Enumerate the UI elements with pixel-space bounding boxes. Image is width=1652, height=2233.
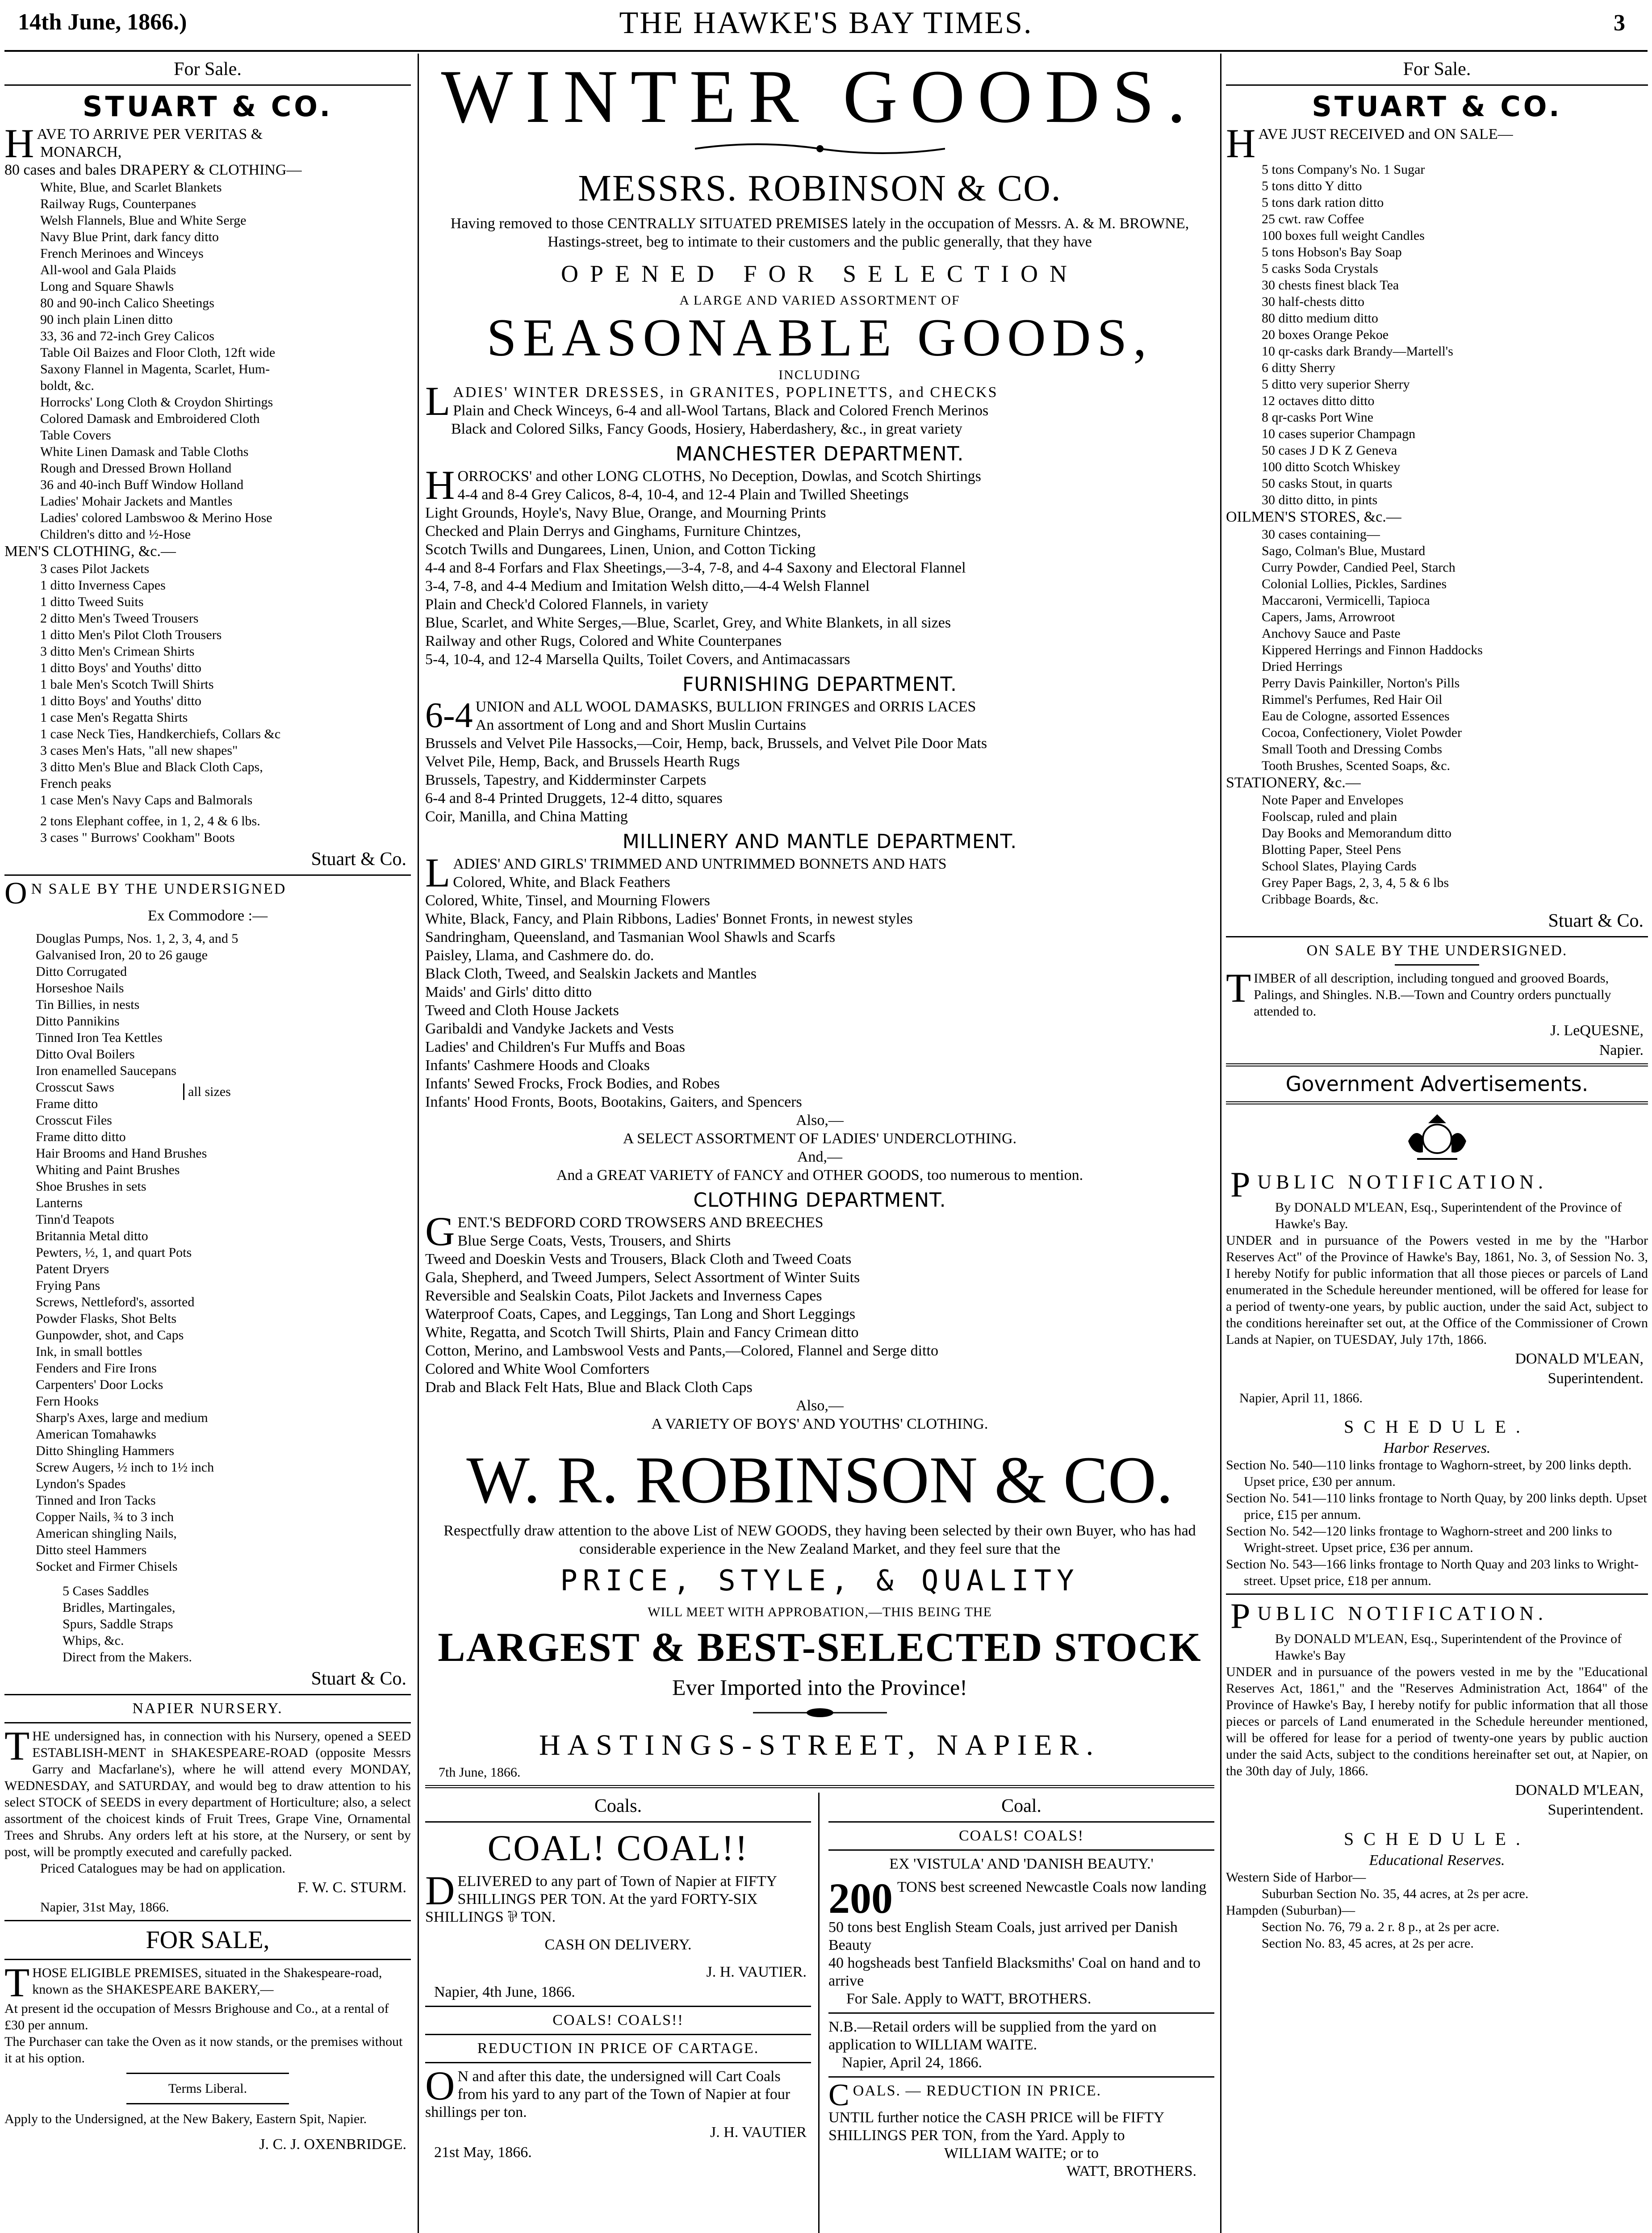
drapery-item: All-wool and Gala Plaids [40, 263, 176, 277]
oilmen-item: 30 cases containing— [1262, 527, 1380, 542]
hardware-item: Gunpowder, shot, and Caps [36, 1328, 184, 1342]
right-stuart-sig: Stuart & Co. [1548, 911, 1644, 931]
manchester-item: Plain and Check'd Colored Flannels, in variety [425, 596, 709, 613]
ladies-section: L ADIES' WINTER DRESSES, in GRANITES, POPLINETTS, and CHECKS Plain and Check Winceys, 6-4 and all-Wool Tartans, Black and Colored French Merinos Black and Colored Silks, Fancy Goods, Hosiery, Haberdashery, &c., in great variety [425, 378, 998, 437]
stationery-item: Cribbage Boards, &c. [1262, 892, 1379, 907]
left-column [4, 56, 411, 2233]
clothing-item: Drab and Black Felt Hats, Blue and Black Cloth Caps [425, 1379, 753, 1396]
stuart-signature: Stuart & Co. [311, 849, 406, 870]
manchester-item: Checked and Plain Derrys and Ginghams, Furniture Chintzes, [425, 523, 801, 539]
stationery-heading: STATIONERY, &c.— [1226, 774, 1361, 791]
on-sale-heading: O N SALE BY THE UNDERSIGNED [4, 876, 287, 911]
manchester-item: ORROCKS' and other LONG CLOTHS, No Deception, Dowlas, and Scotch Shirtings [457, 468, 981, 485]
and-1: And,— [797, 1149, 843, 1165]
mens-item: French peaks [40, 776, 112, 791]
millinery-item: Infants' Sewed Frocks, Frock Bodies, and Robes [425, 1075, 720, 1092]
oilmen-item: Capers, Jams, Arrowroot [1262, 610, 1395, 624]
millinery-heading: MILLINERY AND MANTLE DEPARTMENT. [622, 830, 1017, 853]
notification-1-text: UNDER and in pursuance of the Powers vested in me by the "Harbor Reserves Act" of the Province of Hawke's Bay, 1861, No. 3, of Session No. 3, I hereby Notify for public information that all those pieces or parcels of Land enumerated in the Schedule hereunder mentioned, will be offered for lease for a period of twenty-one years, by public auction, under the said Act, subject to the conditions hereinafter set out, at the Office of the Commissioner of Crown Lands at Napier, on TUESDAY, July 17th, 1866. [1226, 1233, 1648, 1347]
hardware-item: Ditto Corrugated [36, 964, 127, 979]
hardware-item: Douglas Pumps, Nos. 1, 2, 3, 4, and 5 [36, 931, 238, 946]
drapery-item: 36 and 40-inch Buff Window Holland [40, 477, 244, 492]
ornament-rule-icon [753, 1706, 887, 1719]
hardware-item: Galvanised Iron, 20 to 26 gauge [36, 948, 208, 962]
mens-item: 3 ditto Men's Blue and Black Cloth Caps, [40, 760, 263, 774]
mens-clothing-list [4, 560, 411, 808]
drapery-item: Ladies' colored Lambswoo & Merino Hose [40, 510, 272, 525]
coffee-list [4, 813, 411, 846]
oilmen-heading: OILMEN'S STORES, &c.— [1226, 509, 1401, 525]
drapery-item: boldt, &c. [40, 378, 94, 393]
oilmen-item: Tooth Brushes, Scented Soaps, &c. [1262, 758, 1451, 773]
mens-item: 1 case Men's Regatta Shirts [40, 710, 188, 725]
millinery-item: Sandringham, Queensland, and Tasmanian Wool Shawls and Scarfs [425, 929, 836, 945]
royal-crest-icon [1404, 1110, 1471, 1163]
hardware-item: Patent Dryers [36, 1262, 109, 1276]
mens-heading: MEN'S CLOTHING, &c.— [4, 543, 176, 560]
gov-adverts-heading: Government Advertisements. [1285, 1072, 1589, 1096]
furnishing-item: 6-4 and 8-4 Printed Druggets, 12-4 ditto, squares [425, 790, 723, 807]
manchester-section: H ORROCKS' and other LONG CLOTHS, No Deception, Dowlas, and Scotch Shirtings 4-4 and 8-4 Grey Calicos, 8-4, 10-4, and 12-4 Plain and Twilled Sheetings Light Grounds, Hoyle's, Navy Blue, Orange, and Mourning Prints Checked and Plain Derrys and Ginghams, Furniture Chintzes, Scotch Twills and Dungarees, Linen, Union, and Cotton Ticking 4-4 and 8-4 Forfars and Flax Sheetings,—3-4, 7-8, and 4-4 Saxony and Electoral Flannel 3-4, 7-8, and 4-4 Medium and Imitation Welsh ditto,—4-4 Welsh Flannel Plain and Check'd Colored Flannels, in variety Blue, Scarlet, and White Serges,—Blue, Scarlet, Grey, and White Blankets, in all sizes Railway and other Rugs, Colored and White Counterpanes 5-4, 10-4, and 12-4 Marsella Quilts, Toilet Covers, and Antimacassars [425, 467, 1214, 669]
nursery-date: Napier, 31st May, 1866. [40, 1900, 169, 1915]
stationery-list [1226, 792, 1648, 907]
hardware-item: Tin Billies, in nests [36, 997, 140, 1012]
oilmen-item: Anchovy Sauce and Paste [1262, 626, 1401, 641]
oilmen-item: Kippered Herrings and Finnon Haddocks [1262, 643, 1483, 657]
saddle-item: Spurs, Saddle Straps [63, 1617, 173, 1631]
masthead-rule [4, 50, 1648, 52]
hardware-item: Ditto Oval Boilers [36, 1047, 135, 1062]
manchester-item: 5-4, 10-4, and 12-4 Marsella Quilts, Toilet Covers, and Antimacassars [425, 651, 850, 668]
oilmen-item: Rimmel's Perfumes, Red Hair Oil [1262, 692, 1443, 707]
nursery-signature: F. W. C. STURM. [297, 1879, 406, 1896]
drapery-item: White Linen Damask and Table Cloths [40, 444, 249, 459]
millinery-item: Ladies' and Children's Fur Muffs and Boas [425, 1039, 686, 1055]
clothing-item: Tweed and Doeskin Vests and Trousers, Black Cloth and Tweed Coats [425, 1251, 852, 1267]
millinery-item: Tweed and Cloth House Jackets [425, 1002, 619, 1019]
millinery-item: Colored, White, and Black Feathers [453, 874, 670, 891]
drapery-item: Railway Rugs, Counterpanes [40, 197, 197, 211]
nursery-text: THE undersigned has, in connection with his Nursery, opened a SEED ESTABLISH-MENT in SHAKESPEARE-ROAD (opposite Messrs Garry and Macfarlane's), where he will attend every MONDAY, WEDNESDAY, and SATURDAY, and would beg to draw attention to his select STOCK of SEEDS in every department of Horticulture; also, a select assortment of the choicest kinds of Fruit Trees, Grape Vine, Ornamental Trees and Shrubs. Any orders left at his store, at the Nursery, or sent by post, will be promptly executed and carefully packed. [4, 1723, 411, 1859]
stationery-item: Blotting Paper, Steel Pens [1262, 842, 1401, 857]
hampden-list [1226, 1919, 1648, 1952]
furnishing-item: Velvet Pile, Hemp, Back, and Brussels Hearth Rugs [425, 753, 740, 770]
drapery-item: Table Covers [40, 428, 111, 443]
manchester-item: 4-4 and 8-4 Forfars and Flax Sheetings,—3-4, 7-8, and 4-4 Saxony and Electoral Flannel [425, 560, 966, 576]
price-style-quality: PRICE, STYLE, & QUALITY [560, 1564, 1079, 1597]
nursery-priced: Priced Catalogues may be had on application. [40, 1861, 286, 1876]
notification-2-text: UNDER and in pursuance of the powers vested in me by the "Educational Reserves Act, 1861," and the "Reserves Administration Act, 1864" of the Province of Hawke's Bay, I hereby notify for public information that all those pieces or parcels of Land enumerated in the Schedule hereunder mentioned, will be offered for lease for a period of twenty-one years by public auction under the said Acts, subject to the conditions hereinafter set out, at Napier, on the 30th day of July, 1866. [1226, 1664, 1648, 1778]
drapery-item: Table Oil Baizes and Floor Cloth, 12ft wide [40, 345, 276, 360]
mens-item: 3 cases Men's Hats, "all new shapes" [40, 743, 238, 758]
grocery-item: 5 casks Soda Crystals [1262, 261, 1378, 276]
manchester-item: 3-4, 7-8, and 4-4 Medium and Imitation Welsh ditto,—4-4 Welsh Flannel [425, 578, 870, 594]
oilmen-item: Small Tooth and Dressing Combs [1262, 742, 1443, 757]
drapery-item: Navy Blue Print, dark fancy ditto [40, 230, 219, 244]
manchester-item: Blue, Scarlet, and White Serges,—Blue, Scarlet, Grey, and White Blankets, in all sizes [425, 615, 951, 631]
stationery-item: Foolscap, ruled and plain [1262, 809, 1397, 824]
grocery-item: 8 qr-casks Port Wine [1262, 410, 1374, 425]
hardware-item: Tinned Iron Tea Kettles [36, 1030, 163, 1045]
coal-adverts [425, 1793, 1214, 2233]
vautier-cartage: O N and after this date, the undersigned will Cart Coals from his yard to any part of the Town of Napier at four shillings per ton. [425, 2063, 790, 2120]
hardware-item: Frame ditto [36, 1096, 98, 1111]
hardware-list [4, 930, 411, 1575]
clothing-item: Colored and White Wool Comforters [425, 1361, 650, 1377]
hardware-item: Britannia Metal ditto [36, 1229, 148, 1243]
hardware-item: Lyndon's Spades [36, 1476, 126, 1491]
furnishing-item: Brussels, Tapestry, and Kidderminster Carpets [425, 772, 707, 788]
hampden-item: Section No. 83, 45 acres, at 2s per acre. [1262, 1936, 1474, 1951]
mens-item: 1 ditto Boys' and Youths' ditto [40, 661, 201, 675]
millinery-item: Garibaldi and Vandyke Jackets and Vests [425, 1020, 674, 1037]
manchester-heading: MANCHESTER DEPARTMENT. [675, 443, 964, 465]
stuart-firm-name: STUART & CO. [82, 90, 333, 123]
oilmen-item: Curry Powder, Candied Peel, Starch [1262, 560, 1455, 575]
millinery-item: Colored, White, Tinsel, and Mourning Flowers [425, 892, 710, 909]
hardware-item: Iron enamelled Saucepans [36, 1063, 176, 1078]
ex-commodore: Ex Commodore :— [147, 907, 268, 924]
for-sale-heading: For Sale. [174, 59, 242, 79]
oxenbridge-signature: J. C. J. OXENBRIDGE. [259, 2136, 406, 2153]
mens-item: 1 ditto Boys' and Youths' ditto [40, 694, 201, 708]
ornament-rule-icon [695, 140, 945, 158]
right-column: For Sale. STUART & CO. HAVE JUST RECEIVED and ON SALE— 5 tons Company's No. 1 Sugar 5 tons ditto Y ditto 5 tons dark ration ditto 25 cwt. raw Coffee 100 boxes full weight Candles 5 tons Hobson's Bay Soap 5 casks Soda Crystals 30 chests finest black Tea 30 half-chests ditto 80 ditto medium ditto 20 boxes Orange Pekoe 10 qr-casks dark Brandy—Martell's 6 ditty Sherry 5 ditto very superior Sherry 12 octaves ditto ditto 8 qr-casks Port Wine 10 cases superior Champagn 50 cases J D K Z Geneva 100 ditto Scotch Whiskey 50 casks Stout, in quarts 30 ditto ditto, in pints OILMEN'S STORES, &c.— 30 cases containing— Sago, Colman's Blue, Mustard Curry Powder, Candied Peel, Starch Colonial Lollies, Pickles, Sardines Maccaroni, Vermicelli, Tapioca Capers, Jams, Arrowroot Anchovy Sauce and Paste Kippered Herrings and Finnon Haddocks Dried Herrings Perry Davis Painkiller, Norton's Pills Rimmel's Perfumes, Red Hair Oil Eau de Cologne, assorted Essences Cocoa, Confectionery, Violet Powder Small Tooth and Dressing Combs Tooth Brushes, Scented Soaps, &c. STATIONERY, &c.— Note Paper and Envelopes Foolscap, ruled and plain Day Books and Memorandum ditto Blotting Paper, Steel Pens School Slates, Playing Cards Grey Paper Bags, 2, 3, 4, 5 & 6 lbs Cribbage Boards, &c. Stuart & Co. ON SALE BY THE UNDERSIGNED. TIMBER of all description, including tongued and grooved Boards, Palings, and Shingles. N.B.—Town and Country orders punctually attended to. J. LeQUESNE, Napier. Government Advertisements. PUBLIC NOTIFICATION. By DONALD M'LEAN, Esq., Superintendent of the Province of Hawke's Bay. UNDER and in pursuance of the Powers vested in me by the "Harbor Reserves Act" of the Province of Hawke's Bay, 1861, No. 3, of Session No. 3, I hereby Notify for public information that all those pieces or parcels of Land enumerated in the Schedule hereunder mentioned, will be offered for lease for a period of twenty-one years, by public auction, under the said Act, subject to the conditions hereinafter set out, at the Office of the Commissioner of Crown Lands at Napier, on TUESDAY, July 17th, 1866. DONALD M'LEAN, Superintendent. Napier, April 11, 1866. SCHEDULE. Harbor Reserves. Section No. 540—110 links frontage to Waghorn-street, by 200 links depth. Upset price, £30 per annum. Section No. 541—110 links frontage to North Quay, by 200 links depth. Upset price, £15 per annum. Section No. 542—120 links frontage to Waghorn-street and 200 links to Wright-street. Upset price, £36 per annum. Section No. 543—166 links frontage to North Quay and 203 links to Wright-street. Upset price, £18 per annum. PUBLIC NOTIFICATION. By DONALD M'LEAN, Esq., Superintendent of the Province of Hawke's Bay UNDER and in pursuance of the powers vested in me by the "Educational Reserves Act, 1861," and the "Reserves Administration Act, 1864" of the Province of Hawke's Bay, I hereby notify for public information that all those pieces or parcels of Land enumerated in the Schedule hereunder mentioned, will be offered for lease for a period of twenty-one years by public auction under the said Acts, subject to the conditions hereinafter set out, at Napier, on the 30th day of July, 1866. DONALD M'LEAN, Superintendent. SCHEDULE. Educational Reserves. Western Side of Harbor— Suburban Section No. 35, 44 acres, at 2s per acre. Hampden (Suburban)— Section No. 76, 79 a. 2 r. 8 p., at 2s per acre. Section No. 83, 45 acres, at 2s per acre. [1226, 59, 1648, 1951]
right-on-sale: ON SALE BY THE UNDERSIGNED. [1306, 942, 1568, 959]
stuart-signature-2: Stuart & Co. [311, 1668, 406, 1689]
clothing-item: Waterproof Coats, Capes, and Leggings, Tan Long and Short Leggings [425, 1306, 856, 1322]
nursery-heading: NAPIER NURSERY. [132, 1700, 283, 1717]
mens-item: 1 ditto Men's Pilot Cloth Trousers [40, 627, 222, 642]
public-notification-1: PUBLIC NOTIFICATION. [1230, 1165, 1548, 1204]
drapery-item: Children's ditto and ½-Hose [40, 527, 191, 542]
drapery-item: Ladies' Mohair Jackets and Mantles [40, 494, 233, 509]
hardware-item: Carpenters' Door Locks [36, 1377, 163, 1392]
hardware-item: all sizes Crosscut Saws [36, 1080, 231, 1099]
saddle-item: 5 Cases Saddles [63, 1584, 149, 1598]
bakery-apply: Apply to the Undersigned, at the New Bakery, Eastern Spit, Napier. [4, 2112, 367, 2126]
hardware-item: Tinn'd Teapots [36, 1212, 114, 1227]
saddles-list [4, 1583, 411, 1665]
clothing-item: White, Regatta, and Scotch Twill Shirts, Plain and Fancy Crimean ditto [425, 1324, 859, 1341]
hardware-item: Ditto Shingling Hammers [36, 1443, 174, 1458]
column-rule [418, 54, 419, 2233]
clothing-item: ENT.'S BEDFORD CORD TROWSERS AND BREECHES [457, 1214, 824, 1231]
millinery-item: Paisley, Llama, and Cashmere do. do. [425, 947, 654, 964]
hardware-item: Frame ditto ditto [36, 1129, 126, 1144]
stuart-intro: H AVE TO ARRIVE PER VERITAS & MONARCH, 80 cases and bales DRAPERY & CLOTHING— [4, 121, 302, 178]
hardware-item: Frying Pans [36, 1278, 100, 1293]
oilmen-item: Perry Davis Painkiller, Norton's Pills [1262, 676, 1460, 690]
opened-for-selection: OPENED FOR SELECTION [560, 260, 1079, 287]
vautier-delivery: DELIVERED to any part of Town of Napier at FIFTY SHILLINGS PER TON. At the yard FORTY-SIX SHILLINGS ⅌ TON. [425, 1868, 777, 1925]
oilmen-item: Eau de Cologne, assorted Essences [1262, 709, 1450, 723]
millinery-item: Infants' Cashmere Hoods and Cloaks [425, 1057, 650, 1074]
drapery-item: Horrocks' Long Cloth & Croydon Shirtings [40, 395, 273, 410]
millinery-item: Black Cloth, Tweed, and Sealskin Jackets and Mantles [425, 966, 757, 982]
saddle-item: Whips, &c. [63, 1633, 124, 1648]
mens-item: 1 case Men's Navy Caps and Balmorals [40, 793, 253, 807]
hampden-item: Section No. 76, 79 a. 2 r. 8 p., at 2s per acre. [1262, 1919, 1500, 1934]
grocery-item: 80 ditto medium ditto [1262, 311, 1378, 326]
oilmen-item: Dried Herrings [1262, 659, 1343, 674]
drapery-item: Welsh Flannels, Blue and White Serge [40, 213, 247, 228]
grocery-item: 100 boxes full weight Candles [1262, 228, 1425, 243]
grocery-item: 10 qr-casks dark Brandy—Martell's [1262, 344, 1453, 359]
hardware-item: Shoe Brushes in sets [36, 1179, 146, 1194]
clothing-item: Blue Serge Coats, Vests, Trousers, and Shirts [457, 1233, 731, 1249]
section-item: Section No. 541—110 links frontage to North Quay, by 200 links depth. Upset price, £15 per annum. [1226, 1491, 1647, 1522]
hardware-item: Screw Augers, ½ inch to 1½ inch [36, 1460, 214, 1475]
public-notification-2: PUBLIC NOTIFICATION. [1230, 1597, 1548, 1636]
issue-date: 14th June, 1866.) [18, 9, 187, 35]
drapery-item: White, Blue, and Scarlet Blankets [40, 180, 222, 195]
drapery-item: French Merinoes and Winceys [40, 246, 204, 261]
drapery-item: Colored Damask and Embroidered Cloth [40, 411, 260, 426]
clothing-item: Gala, Shepherd, and Tweed Jumpers, Select Assortment of Winter Suits [425, 1269, 860, 1286]
furnishing-item: An assortment of Long and and Short Muslin Curtains [475, 717, 807, 733]
furnishing-section: 6-4 UNION and ALL WOOL DAMASKS, BULLION FRINGES and ORRIS LACES An assortment of Long and and Short Muslin Curtains Brussels and Velvet Pile Hassocks,—Coir, Hemp, back, Brussels, and Velvet Pile Door Mats Velvet Pile, Hemp, Back, and Brussels Hearth Rugs Brussels, Tapestry, and Kidderminster Carpets 6-4 and 8-4 Printed Druggets, 12-4 ditto, squares Coir, Manilla, and China Matting [425, 698, 1214, 826]
harbor-sections [1226, 1457, 1648, 1589]
hardware-item: Sharp's Axes, large and medium [36, 1410, 208, 1425]
grocery-item: 20 boxes Orange Pekoe [1262, 327, 1389, 342]
ever-imported: Ever Imported into the Province! [672, 1675, 967, 1700]
winter-goods-title: WINTER GOODS. [441, 56, 1199, 138]
hardware-item: American shingling Nails, [36, 1526, 177, 1541]
seasonable-goods: SEASONABLE GOODS, [486, 308, 1153, 367]
intro-text: Having removed to those CENTRALLY SITUATED PREMISES lately in the occupation of Messrs. A. & M. BROWNE, Hastings-street, beg to intimate to their customers and the public generally, that they have [450, 215, 1189, 250]
hastings-street: HASTINGS-STREET, NAPIER. [539, 1729, 1101, 1761]
robinson-date: 7th June, 1866. [439, 1765, 521, 1780]
grocery-item: 25 cwt. raw Coffee [1262, 212, 1364, 226]
saddle-item: Bridles, Martingales, [63, 1600, 176, 1615]
hardware-item: American Tomahawks [36, 1427, 156, 1442]
grocery-item: 5 tons ditto Y ditto [1262, 179, 1362, 193]
furnishing-item: Coir, Manilla, and China Matting [425, 808, 628, 825]
grocery-item: 30 ditto ditto, in pints [1262, 493, 1378, 507]
millinery-item: Maids' and Girls' ditto ditto [425, 984, 592, 1000]
furnishing-item: Brussels and Velvet Pile Hassocks,—Coir, Hemp, back, Brussels, and Velvet Pile Door Mats [425, 735, 987, 752]
terms: Terms Liberal. [168, 2081, 247, 2096]
grocery-item: 5 tons dark ration ditto [1262, 195, 1384, 210]
robinson-firm: MESSRS. ROBINSON & CO. [578, 167, 1062, 209]
hardware-item: Crosscut Files [36, 1113, 112, 1128]
hardware-item: Screws, Nettleford's, assorted [36, 1295, 195, 1309]
grocery-item: 5 tons Hobson's Bay Soap [1262, 245, 1402, 259]
oilmen-item: Maccaroni, Vermicelli, Tapioca [1262, 593, 1430, 608]
boys-clothing: A VARIETY OF BOYS' AND YOUTHS' CLOTHING. [651, 1416, 988, 1432]
including: INCLUDING [778, 368, 861, 382]
stationery-item: Day Books and Memorandum ditto [1262, 826, 1451, 841]
mens-item: 1 ditto Inverness Capes [40, 578, 166, 593]
drapery-item: Saxony Flannel in Magenta, Scarlet, Hum- [40, 362, 270, 376]
mens-item: 1 bale Men's Scotch Twill Shirts [40, 677, 214, 692]
manchester-item: Light Grounds, Hoyle's, Navy Blue, Orange, and Mourning Prints [425, 505, 826, 521]
right-intro: HAVE JUST RECEIVED and ON SALE— [1226, 121, 1513, 166]
grocery-item: 50 casks Stout, in quarts [1262, 476, 1393, 491]
drapery-item: Long and Square Shawls [40, 279, 174, 294]
furnishing-item: UNION and ALL WOOL DAMASKS, BULLION FRINGES and ORRIS LACES [475, 698, 976, 715]
oilmen-list [1226, 526, 1648, 774]
newspaper-title: THE HAWKE'S BAY TIMES. [619, 6, 1033, 40]
oilmen-item: Cocoa, Confectionery, Violet Powder [1262, 725, 1462, 740]
grocery-item: 50 cases J D K Z Geneva [1262, 443, 1397, 458]
grocery-item: 12 octaves ditto ditto [1262, 393, 1375, 408]
drapery-item: Rough and Dressed Brown Holland [40, 461, 232, 476]
largest-stock: LARGEST & BEST-SELECTED STOCK [438, 1624, 1202, 1670]
grocery-item: 10 cases superior Champagn [1262, 427, 1416, 441]
schedule-1: SCHEDULE. [1344, 1417, 1530, 1437]
manchester-item: 4-4 and 8-4 Grey Calicos, 8-4, 10-4, and 12-4 Plain and Twilled Sheetings [457, 486, 909, 503]
timber-text: TIMBER of all description, including tongued and grooved Boards, Palings, and Shingles. N.B.—Town and Country orders punctually attended to. [1226, 965, 1611, 1019]
drapery-item: 80 and 90-inch Calico Sheetings [40, 296, 214, 310]
also-1: Also,— [796, 1112, 844, 1129]
bakery-text: THOSE ELIGIBLE PREMISES, situated in the Shakespeare-road, known as the SHAKESPEARE BAKERY,— [4, 1960, 382, 2005]
hardware-item: Hair Brooms and Hand Brushes [36, 1146, 207, 1161]
hardware-item: Horseshoe Nails [36, 981, 124, 995]
also-2: Also,— [796, 1397, 844, 1414]
hardware-item: Fenders and Fire Irons [36, 1361, 157, 1376]
bakery-oven: The Purchaser can take the Oven as it now stands, or the premises without it at his option. [4, 2034, 403, 2066]
coal-coal-title: COAL! COAL!! [487, 1827, 749, 1868]
drapery-list [4, 179, 411, 543]
hardware-item: Whiting and Paint Brushes [36, 1162, 180, 1177]
masthead [0, 0, 1652, 54]
mens-item: 1 ditto Tweed Suits [40, 594, 144, 609]
respectfully: Respectfully draw attention to the above List of NEW GOODS, they having been selected by their own Buyer, who has had considerable experience in the New Zealand Market, and they feel sure that the [443, 1522, 1196, 1557]
for-sale-2-heading: FOR SALE, [146, 1926, 270, 1954]
hardware-item: Pewters, ½, 1, and quart Pots [36, 1245, 192, 1260]
section-item: Section No. 542—120 links frontage to Waghorn-street and 200 links to Wright-street. Upset price, £36 per annum. [1226, 1524, 1612, 1555]
tons-number: 200 [828, 1874, 893, 1922]
grocery-item: 30 chests finest black Tea [1262, 278, 1399, 293]
grocery-item: 5 tons Company's No. 1 Sugar [1262, 162, 1425, 177]
select-underclothing: A SELECT ASSORTMENT OF LADIES' UNDERCLOTHING. [623, 1130, 1017, 1147]
hardware-item: Lanterns [36, 1196, 83, 1210]
millinery-item: White, Black, Fancy, and Plain Ribbons, Ladies' Bonnet Fronts, in newest styles [425, 911, 913, 927]
mens-item: 3 ditto Men's Crimean Shirts [40, 644, 195, 659]
page-number: 3 [1614, 10, 1625, 36]
column-rule [1220, 54, 1221, 2233]
oilmen-item: Colonial Lollies, Pickles, Sardines [1262, 577, 1447, 591]
clothing-item: Reversible and Sealskin Coats, Pilot Jackets and Inverness Capes [425, 1288, 822, 1304]
grocery-item: 30 half-chests ditto [1262, 294, 1364, 309]
hardware-item: Copper Nails, ¾ to 3 inch [36, 1510, 174, 1524]
clothing-heading: CLOTHING DEPARTMENT. [693, 1189, 946, 1212]
coffee-item: 3 cases " Burrows' Cookham" Boots [40, 830, 235, 845]
right-for-sale: For Sale. [1403, 59, 1471, 79]
millinery-item: ADIES' AND GIRLS' TRIMMED AND UNTRIMMED BONNETS AND HATS [453, 856, 947, 872]
mens-item: 1 case Neck Ties, Handkerchiefs, Collars &c [40, 727, 281, 741]
clothing-section: G ENT.'S BEDFORD CORD TROWSERS AND BREECHES Blue Serge Coats, Vests, Trousers, and Shirts Tweed and Doeskin Vests and Trousers, Black Cloth and Tweed Coats Gala, Shepherd, and Tweed Jumpers, Select Assortment of Winter Suits Reversible and Sealskin Coats, Pilot Jackets and Inverness Capes Waterproof Coats, Capes, and Leggings, Tan Long and Short Leggings White, Regatta, and Scotch Twill Shirts, Plain and Fancy Crimean ditto Cotton, Merino, and Lambswool Vests and Pants,—Colored, Flannel and Serge ditto Colored and White Wool Comforters Drab and Black Felt Hats, Blue and Black Cloth Caps [425, 1213, 1214, 1397]
saddle-item: Direct from the Makers. [63, 1650, 192, 1664]
grocery-item: 6 ditty Sherry [1262, 360, 1335, 375]
large-assortment: A LARGE AND VARIED ASSORTMENT OF [679, 293, 960, 308]
hardware-item: Ink, in small bottles [36, 1344, 142, 1359]
oilmen-item: Sago, Colman's Blue, Mustard [1262, 544, 1426, 558]
hardware-item: Ditto Pannikins [36, 1014, 120, 1029]
stationery-item: Grey Paper Bags, 2, 3, 4, 5 & 6 lbs [1262, 875, 1449, 890]
millinery-section: L ADIES' AND GIRLS' TRIMMED AND UNTRIMMED BONNETS AND HATS Colored, White, and Black Feathers Colored, White, Tinsel, and Mourning Flowers White, Black, Fancy, and Plain Ribbons, Ladies' Bonnet Fronts, in newest styles Sandringham, Queensland, and Tasmanian Wool Shawls and Scarfs Paisley, Llama, and Cashmere do. do. Black Cloth, Tweed, and Sealskin Jackets and Mantles Maids' and Girls' ditto ditto Tweed and Cloth House Jackets Garibaldi and Vandyke Jackets and Vests Ladies' and Children's Fur Muffs and Boas Infants' Cashmere Hoods and Cloaks Infants' Sewed Frocks, Frock Bodies, and Robes Infants' Hood Fronts, Boots, Bootakins, Gaiters, and Spencers [425, 855, 1214, 1111]
right-stuart-firm: STUART & CO. [1312, 90, 1562, 123]
groceries-list [1226, 161, 1648, 508]
bakery-occupation: At present id the occupation of Messrs Brighouse and Co., at a rental of £30 per annum. [4, 2001, 389, 2032]
middle-column [425, 56, 1214, 2233]
manchester-item: Scotch Twills and Dungarees, Linen, Union, and Cotton Ticking [425, 541, 816, 558]
vautier-coal: Coals. COAL! COAL!! DELIVERED to any part of Town of Napier at FIFTY SHILLINGS PER TON. At the yard FORTY-SIX SHILLINGS ⅌ TON. CASH ON DELIVERY. J. H. VAUTIER. Napier, 4th June, 1866. COALS! COALS!! REDUCTION IN PRICE OF CARTAGE. O N and after this date, the undersigned will Cart Coals from his yard to any part of the Town of Napier at four shillings per ton. J. H. VAUTIER 21st May, 1866. [425, 1793, 820, 2233]
all-sizes-label: all sizes [183, 1083, 231, 1100]
great-variety: And a GREAT VARIETY of FANCY and OTHER GOODS, too numerous to mention. [556, 1167, 1083, 1183]
mens-item: 2 ditto Men's Tweed Trousers [40, 611, 199, 626]
hardware-item: Fern Hooks [36, 1394, 99, 1409]
stationery-item: Note Paper and Envelopes [1262, 793, 1404, 807]
coffee-item: 2 tons Elephant coffee, in 1, 2, 4 & 6 lbs. [40, 814, 260, 828]
grocery-item: 5 ditto very superior Sherry [1262, 377, 1410, 392]
hardware-item: Socket and Firmer Chisels [36, 1559, 178, 1574]
wr-robinson-firm: W. R. ROBINSON & CO. [466, 1443, 1173, 1517]
hardware-item: Powder Flasks, Shot Belts [36, 1311, 177, 1326]
mens-item: 3 cases Pilot Jackets [40, 561, 150, 576]
drapery-item: 90 inch plain Linen ditto [40, 312, 173, 327]
millinery-item: Infants' Hood Fronts, Boots, Bootakins, Gaiters, and Spencers [425, 1094, 802, 1110]
clothing-item: Cotton, Merino, and Lambswool Vests and Pants,—Colored, Flannel and Serge ditto [425, 1342, 938, 1359]
section-item: Section No. 543—166 links frontage to North Quay and 203 links to Wright-street. Upset price, £18 per annum. [1226, 1557, 1639, 1588]
furnishing-heading: FURNISHING DEPARTMENT. [682, 673, 958, 696]
schedule-2: SCHEDULE. [1344, 1829, 1530, 1849]
approbation: WILL MEET WITH APPROBATION,—THIS BEING THE [648, 1605, 992, 1619]
grocery-item: 100 ditto Scotch Whiskey [1262, 460, 1401, 474]
drapery-item: 33, 36 and 72-inch Grey Calicos [40, 329, 214, 343]
section-item: Section No. 540—110 links frontage to Waghorn-street, by 200 links depth. Upset price, £30 per annum. [1226, 1458, 1632, 1489]
hardware-item: Tinned and Iron Tacks [36, 1493, 156, 1508]
hardware-item: Ditto steel Hammers [36, 1543, 147, 1557]
manchester-item: Railway and other Rugs, Colored and White Counterpanes [425, 633, 782, 649]
waite-coal: Coal. COALS! COALS! EX 'VISTULA' AND 'DANISH BEAUTY.' 200 TONS best screened Newcastle Coals now landing 50 tons best English Steam Coals, just arrived per Danish Beauty 40 hogsheads best Tanfield Blacksmiths' Coal on hand and to arrive For Sale. Apply to WATT, BROTHERS. N.B.—Retail orders will be supplied from the yard on application to WILLIAM WAITE. Napier, April 24, 1866. COALS. — REDUCTION IN PRICE. UNTIL further notice the CASH PRICE will be FIFTY SHILLINGS PER TON, from the Yard. Apply to WILLIAM WAITE; or to WATT, BROTHERS. [820, 1793, 1214, 2233]
stationery-item: School Slates, Playing Cards [1262, 859, 1417, 874]
